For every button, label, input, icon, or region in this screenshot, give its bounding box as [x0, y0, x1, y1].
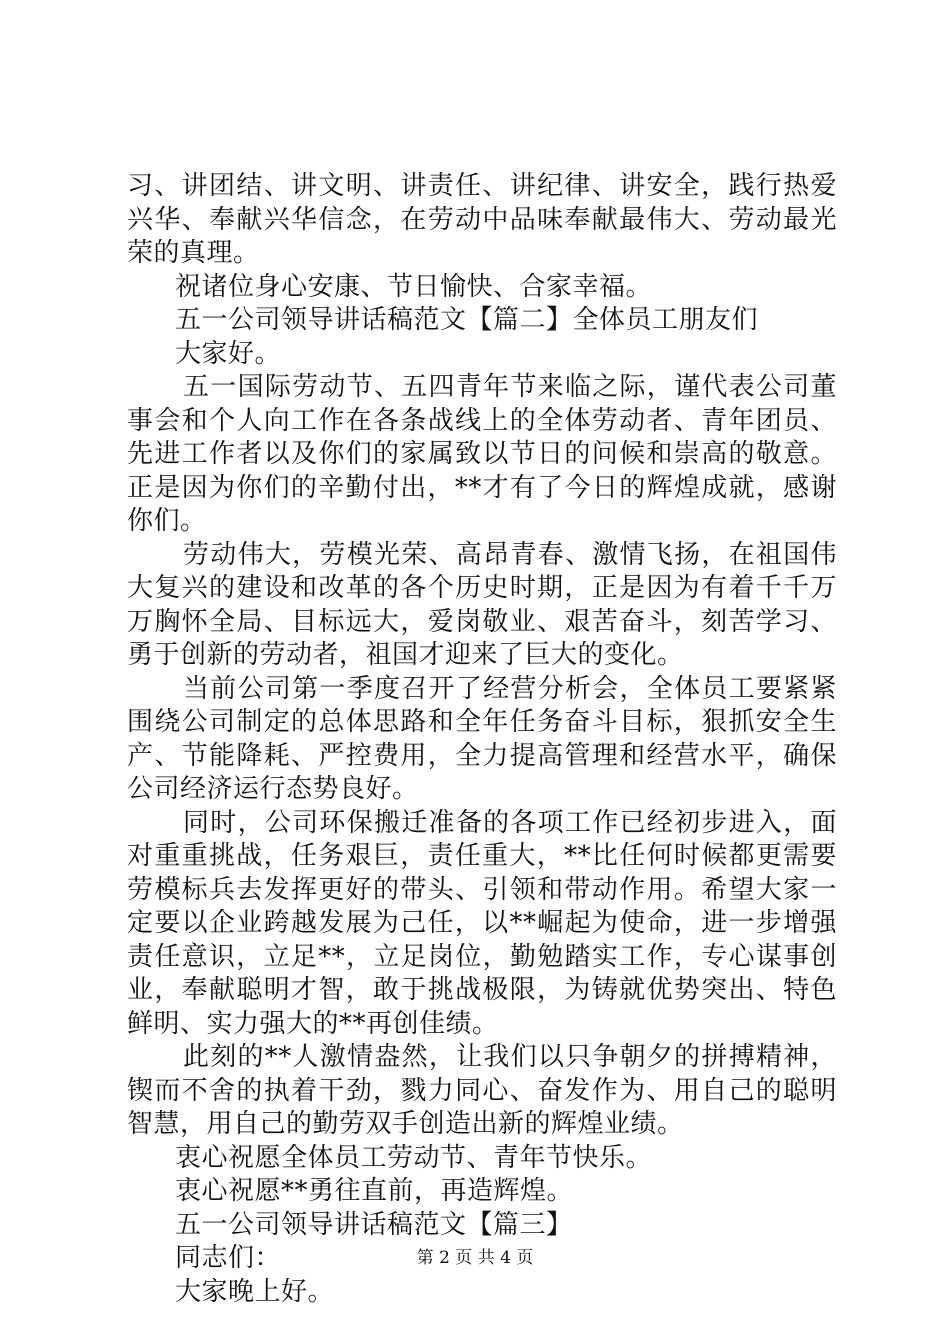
section-heading-part-two: 五一公司领导讲话稿范文【篇二】全体员工朋友们 [175, 305, 759, 335]
paragraph-call-to-action: 此刻的**人激情盎然，让我们以只争朝夕的拼搏精神，锲而不舍的执着干劲，戮力同心、奋发作为、用自己的聪明智慧，用自己的勤劳双手创造出新的辉煌业绩。 [127, 1042, 837, 1139]
paragraph-blessing: 祝诸位身心安康、节日愉快、合家幸福。 [175, 271, 653, 302]
paragraph-labor-greatness: 劳动伟大，劳模光荣、高昂青春、激情飞扬，在祖国伟大复兴的建设和改革的各个历史时期，正是因为有着千千万万胸怀全局、目标远大，爱岗敬业、艰苦奋斗，刻苦学习、勇于创新的劳动者，祖国才迎来了巨大的变化。 [127, 539, 837, 670]
paragraph-first-quarter: 当前公司第一季度召开了经营分析会，全体员工要紧紧围绕公司制定的总体思路和全年任务奋斗目标，狠抓安全生产、节能降耗、严控费用，全力提高管理和经营水平，确保公司经济运行态势良好。 [127, 673, 837, 804]
paragraph-holiday-regards: 五一国际劳动节、五四青年节来临之际，谨代表公司董事会和个人向工作在各条战线上的全体劳动者、青年团员、先进工作者以及你们的家属致以节日的问候和崇高的敬意。正是因为你们的辛勤付出，**才有了今日的辉煌成就，感谢你们。 [127, 372, 837, 536]
paragraph-continuation: 习、讲团结、讲文明、讲责任、讲纪律、讲安全，践行热爱兴华、奉献兴华信念，在劳动中品味奉献最伟大、劳动最光荣的真理。 [127, 171, 837, 268]
paragraph-salutation: 同志们： [175, 1243, 282, 1273]
section-heading-part-three: 五一公司领导讲话稿范文【篇三】 [175, 1209, 573, 1240]
paragraph-evening-greeting: 大家晚上好。 [175, 1276, 335, 1307]
paragraph-wish-employees: 衷心祝愿全体员工劳动节、青年节快乐。 [175, 1142, 653, 1173]
paragraph-relocation: 同时，公司环保搬迁准备的各项工作已经初步进入，面对重重挑战，任务艰巨，责任重大，**比任何时候都更需要劳模标兵去发挥更好的带头、引领和带动作用。希望大家一定要以企业跨越发展为己任，以**崛起为使命，进一步增强责任意识，立足**，立足岗位，勤勉踏实工作，专心谋事创业，奉献聪明才智，敢于挑战极限，为铸就优势突出、特色鲜明、实力强大的**再创佳绩。 [127, 807, 837, 1039]
document-body [127, 170, 837, 1309]
paragraph-wish-company: 衷心祝愿**勇往直前，再造辉煌。 [175, 1176, 574, 1206]
page-number-footer: 第 2 页 共 4 页 [416, 1248, 534, 1268]
paragraph-greeting: 大家好。 [175, 338, 282, 369]
